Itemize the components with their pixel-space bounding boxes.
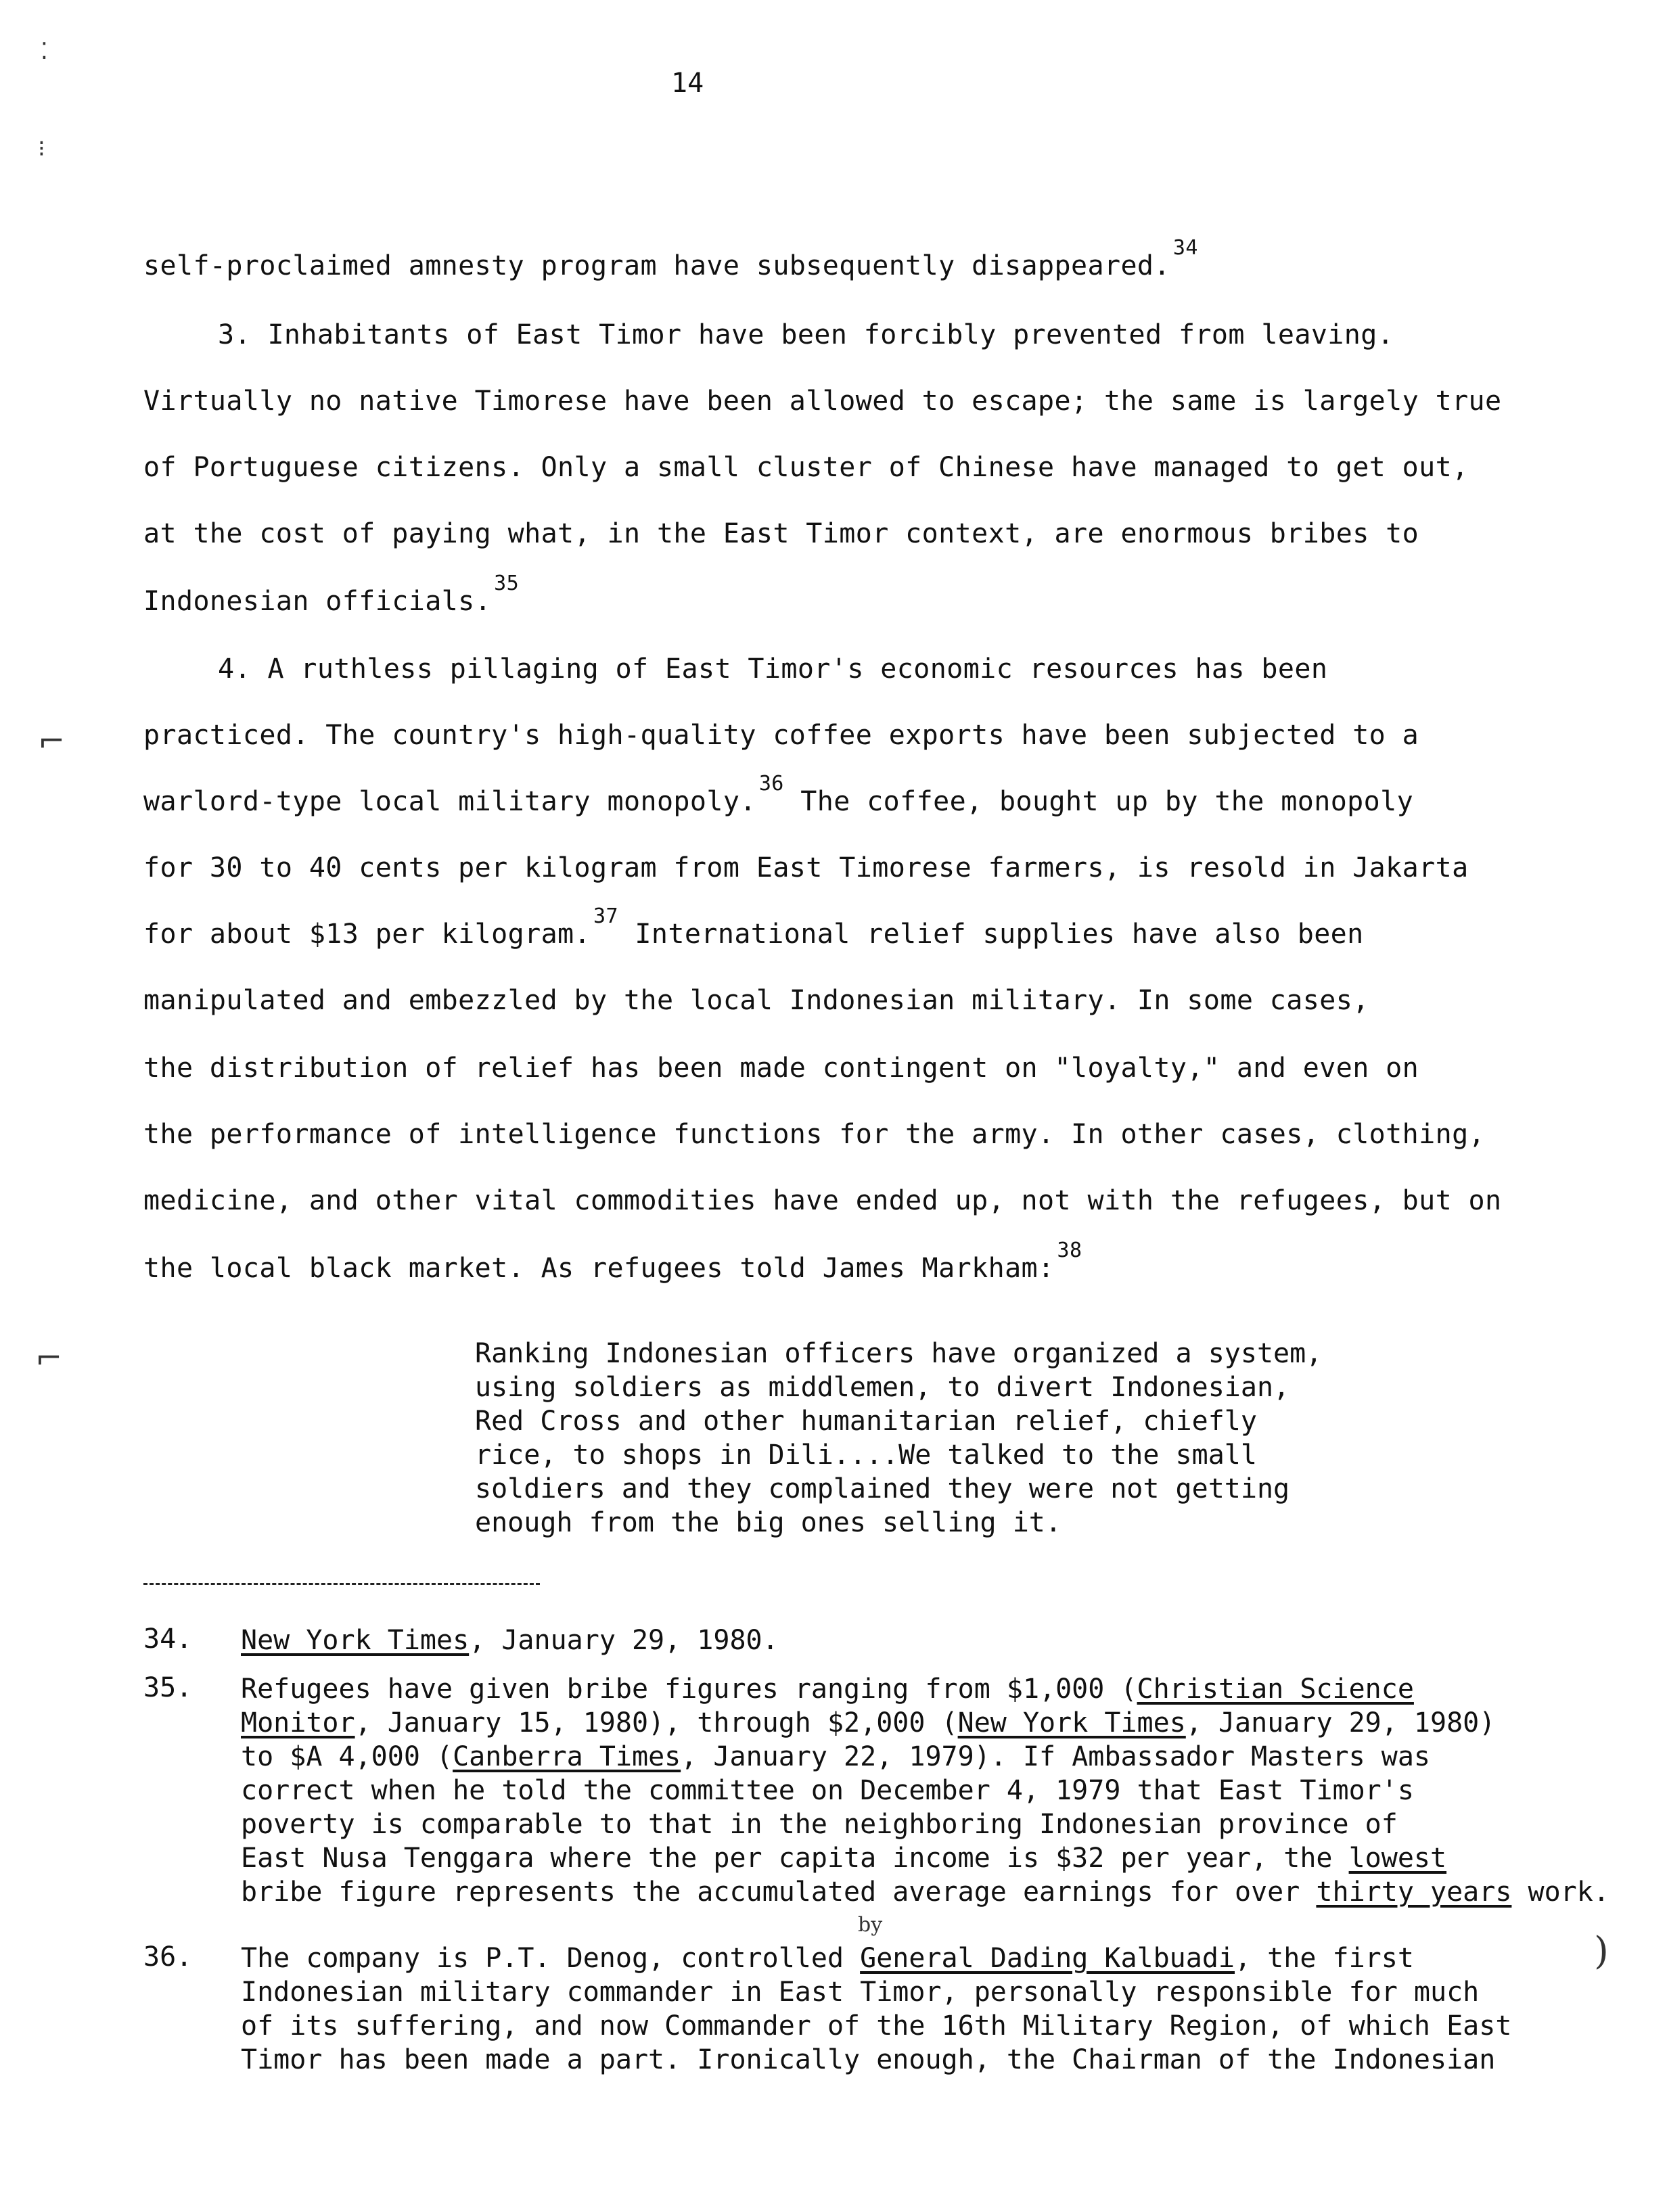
text-line: warlord-type local military monopoly.$^{36}$ The coffee, bought up by the monopoly [143,772,1414,817]
quote-line: soldiers and they complained they were not getting [475,1473,1290,1504]
quote-line: Red Cross and other humanitarian relief, chiefly [475,1406,1257,1437]
footnote-36: The company is P.T. Denog, controlled General Dading Kalbuadi, the first Indonesian military commander in East Timor, personally responsible for much of its suffering, and now Commander of the 16th Military Region, of which East Timor has been made a part. Ironically enough, the Chairman of the Indonesian [241,1943,1512,2075]
text-line: Indonesian officials.$^{35}$ [143,572,520,617]
margin-dots-mark: ⁚ [41,38,48,65]
text-line: medicine, and other vital commodities have ended up, not with the refugees, but on [143,1185,1502,1216]
footnote-35: Refugees have given bribe figures ranging from $1,000 (Christian Science Monitor, January 15, 1980), through $2,000 (New York Times, January 29, 1980) to $A 4,000 (Canberra Times, January 22, 1979). If Ambassador Masters was correct when he told the committee on December 4, 1979 that East Timor's poverty is comparable to that in the neighboring Indonesian province of East Nusa Tenggara where the per capita income is $32 per year, the lowest bribe figure represents the accumulated average earnings for over thirty years work. [241,1674,1609,1908]
handwritten-annotation: by [858,1913,883,1937]
quote-line: Ranking Indonesian officers have organized a system, [475,1338,1323,1369]
footnote-ref[interactable]: 37 [593,904,618,928]
text-line: practiced. The country's high-quality coffee exports have been subjected to a [143,720,1419,751]
page-number: 14 [671,68,704,99]
text-line: self-proclaimed amnesty program have subsequently disappeared.$^{34}$ [143,236,1198,281]
footnote-ref[interactable]: 35 [494,572,520,595]
block-quote [475,1337,1322,1540]
footnote-number: 35. [143,1672,193,1703]
text-line: for 30 to 40 cents per kilogram from East Timorese farmers, is resold in Jakarta [143,852,1469,883]
source-title: New York Times [957,1707,1186,1738]
text-line: the distribution of relief has been made contingent on "loyalty," and even on [143,1053,1419,1084]
text-line: the performance of intelligence functions for the army. In other cases, clothing, [143,1119,1486,1150]
text-line: 3. Inhabitants of East Timor have been forcibly prevented from leaving. [218,319,1394,350]
source-title: Canberra Times [453,1741,681,1772]
margin-paren-mark: ) [1594,1929,1609,1973]
footnote-ref[interactable]: 38 [1057,1239,1082,1262]
footnote-34: New York Times, January 29, 1980. [241,1625,779,1656]
margin-dots-mark: ⁝ [38,135,45,162]
footnote-ref[interactable]: 36 [758,772,784,796]
text-line: Virtually no native Timorese have been allowed to escape; the same is largely true [143,386,1502,417]
text-line: at the cost of paying what, in the East Timor context, are enormous bribes to [143,518,1419,549]
margin-bracket-mark: ⌐ [38,722,66,760]
source-title: New York Times [241,1625,470,1656]
footnote-number: 34. [143,1623,193,1655]
text-line: 4. A ruthless pillaging of East Timor's economic resources has been [218,653,1328,685]
footnote-ref[interactable]: 34 [1172,236,1198,260]
source-title: Christian Science [1137,1674,1414,1705]
text-line: of Portuguese citizens. Only a small cluster of Chinese have managed to get out, [143,452,1469,483]
text-line: for about $13 per kilogram.$^{37}$ International relief supplies have also been [143,904,1364,950]
quote-line: using soldiers as middlemen, to divert Indonesian, [475,1372,1290,1403]
footnote-separator [143,1583,540,1585]
footnote-number: 36. [143,1941,193,1973]
quote-line: rice, to shops in Dili....We talked to the small [475,1439,1257,1471]
text-line: the local black market. As refugees told James Markham:$^{38}$ [143,1239,1082,1284]
text-line: manipulated and embezzled by the local Indonesian military. In some cases, [143,985,1369,1016]
source-title: Monitor [241,1707,355,1738]
margin-bracket-mark: ⌐ [35,1339,63,1377]
quote-line: enough from the big ones selling it. [475,1507,1061,1538]
